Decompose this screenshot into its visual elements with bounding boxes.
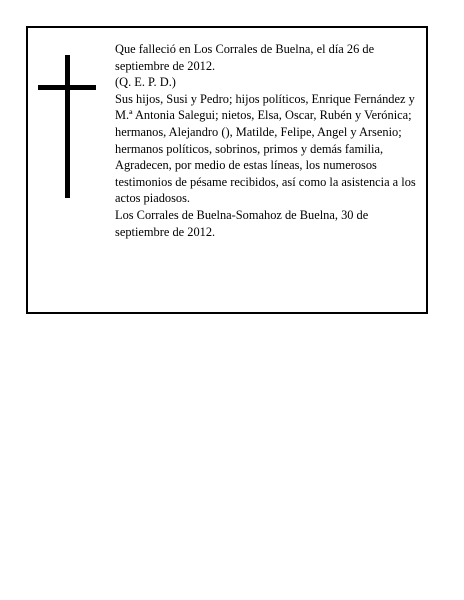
cross-vertical-bar: [65, 55, 70, 198]
death-statement: Que falleció en Los Corrales de Buelna, el día 26 de septiembre de 2012.: [115, 42, 375, 73]
rip-line: (Q. E. P. D.): [115, 75, 176, 90]
obituary-notice: [26, 26, 428, 314]
cross-horizontal-bar: [38, 85, 96, 90]
family-list: Sus hijos, Susi y Pedro; hijos políticos, Enrique Fernández y M.ª Antonia Salegui; nietos, Elsa, Oscar, Rubén y Verónica; hermanos, Alejandro (), Matilde, Felipe, Angel y Arsenio; hermanos políticos, sobrinos, primos y demás familia,: [115, 91, 415, 156]
place-date-line: Los Corrales de Buelna-Somahoz de Buelna, 30 de septiembre de 2012.: [115, 207, 369, 239]
cross-icon: [38, 55, 96, 198]
notice-text: [115, 41, 421, 240]
thanks-statement: Agradecen, por medio de estas líneas, los numerosos testimonios de pésame recibidos, así como la asistencia a los actos piadosos.: [115, 158, 416, 206]
